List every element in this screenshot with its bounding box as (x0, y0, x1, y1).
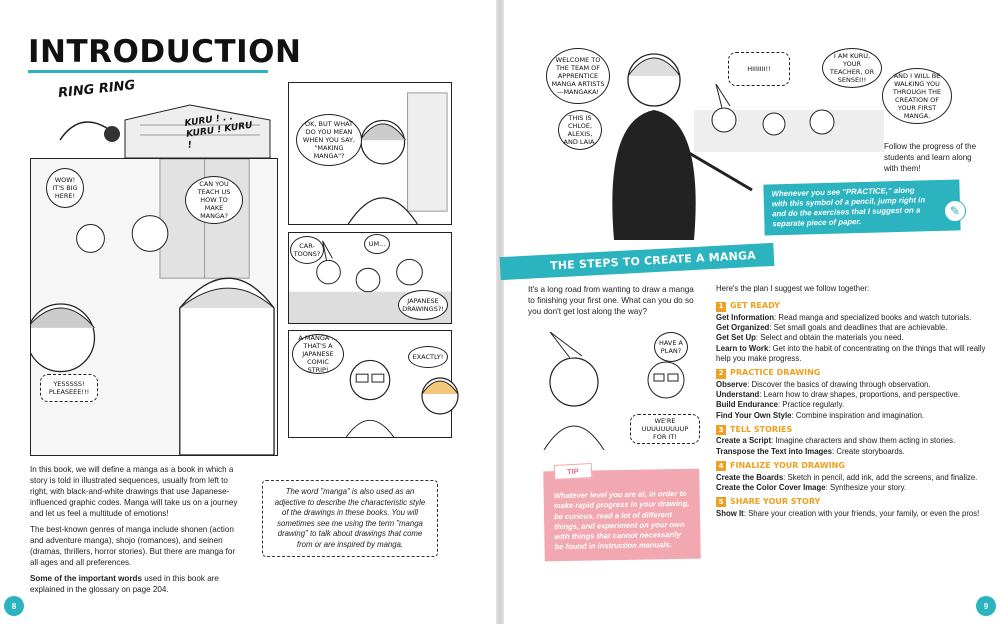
pencil-icon: ✎ (944, 200, 966, 222)
section-banner: THE STEPS TO CREATE A MANGA (500, 243, 775, 280)
speech-bubble-teach: CAN YOU TEACH US HOW TO MAKE MANGA? (185, 176, 243, 224)
speech-bubble-exactly: EXACTLY! (408, 346, 448, 368)
step-4 (716, 461, 986, 493)
step-item (716, 483, 986, 493)
book-gutter (496, 0, 504, 624)
step-item (716, 323, 986, 333)
step-number: 2 (716, 369, 726, 379)
step-2 (716, 368, 986, 421)
glossary-bold: Some of the important words (30, 574, 142, 583)
step-5 (716, 497, 986, 519)
steps-list (716, 301, 986, 519)
step-heading (716, 368, 986, 379)
speech-bubble-plan: HAVE A PLAN? (654, 332, 688, 362)
speech-bubble-names: THIS IS CHLOE, ALEXIS, AND LAIA. (558, 110, 602, 150)
intro-question: It's a long road from wanting to draw a manga to finishing your first one. What can you do so you don't get lost along the way? (528, 285, 694, 317)
step-number: 4 (716, 461, 726, 471)
step-item (716, 400, 986, 410)
speech-bubble-kuru: I AM KURU, YOUR TEACHER, OR SENSEI!! (822, 48, 882, 88)
follow-progress-text: Follow the progress of the students and learn along with them! (884, 142, 977, 173)
intro-paragraph-2: The best-known genres of manga include shonen (action and adventure manga), shojo (romances), and seinen (dramas, thrillers, horror stories). But there are manga for all ages and all preferences. (30, 525, 236, 567)
step-item-label: Understand (716, 390, 760, 400)
step-item-label: Get Organized (716, 323, 770, 333)
intro-paragraph-1: In this book, we will define a manga as a book in which a story is told in illustrated sequences, usually from left to right, with black-and-white drawings that use Japanese-influenced graphic codes. Manga will take us on a journey and let us feel a multitude of emotions! (30, 465, 238, 518)
sfx-kuru: KURU ! . . KURU ! KURU ! (184, 112, 254, 151)
girl-peeking-illustration (414, 368, 466, 428)
sfx-ring: RING RING (57, 77, 136, 102)
step-item-label: Build Endurance (716, 400, 778, 410)
right-page (504, 0, 1000, 624)
step-item (716, 436, 986, 446)
speech-bubble-what-mean: OK, BUT WHAT DO YOU MEAN WHEN YOU SAY, "MAKING MANGA"? (296, 114, 362, 166)
step-item-text: : Discover the basics of drawing through observation. (747, 379, 931, 389)
manga-word-note: The word "manga" is also used as an adjective to describe the characteristic style of the drawings in these books. You will sometimes see me using the term "manga drawing" to talk about drawings that come from or are inspired by manga. (262, 480, 438, 557)
intro-text (30, 464, 242, 600)
step-heading (716, 425, 986, 436)
step-item-label: Observe (716, 379, 748, 389)
step-heading (716, 461, 986, 472)
tip-box: Whatever level you are at, in order to make rapid progress in your drawing, be curious, read a lot of different things, and experiment on your own with things that cannot necessarily be found in instruction manuals. (543, 469, 701, 561)
speech-bubble-hi: HIIIIIII!! (728, 52, 790, 86)
step-item (716, 344, 986, 365)
step-item (716, 411, 986, 421)
practice-callout: Whenever you see "PRACTICE," along with this symbol of a pencil, jump right in and do the exercises that I suggest on a separate piece of paper. (763, 179, 960, 235)
speech-bubble-japanese: JAPANESE DRAWINGS?! (398, 290, 448, 320)
speech-bubble-wow: WOW! IT'S BIG HERE! (46, 168, 84, 208)
speech-bubble-yes: YESSSSS! PLEASEEE!!! (40, 374, 98, 402)
page-title: INTRODUCTION (28, 34, 302, 70)
title-underline (28, 70, 268, 73)
step-1 (716, 301, 986, 364)
step-item-text: : Practice regularly. (777, 400, 845, 410)
tip-label: TIP (554, 463, 592, 480)
step-item-label: Create the Color Cover Image (716, 482, 826, 492)
step-number: 3 (716, 425, 726, 435)
left-page (0, 0, 496, 624)
step-item (716, 390, 986, 400)
step-item-text: : Imagine characters and show them acting in stories. (771, 436, 956, 446)
step-item-text: : Get into the habit of concentrating on the things that will really help you make progress. (716, 343, 986, 363)
step-title: TELL STORIES (730, 424, 793, 434)
speech-bubble-walk: AND I WILL BE WALKING YOU THROUGH THE CREATION OF YOUR FIRST MANGA. (882, 68, 952, 124)
step-item-text: : Select and obtain the materials you need. (755, 333, 904, 343)
step-item (716, 333, 986, 343)
step-item (716, 313, 986, 323)
step-item-text: : Sketch in pencil, add ink, add the screens, and finalize. (783, 472, 978, 482)
step-item-text: : Read manga and specialized books and watch tutorials. (774, 312, 972, 322)
step-heading (716, 497, 986, 508)
step-item (716, 473, 986, 483)
step-item-text: : Share your creation with your friends, your family, or even the pros! (743, 508, 980, 518)
step-heading (716, 301, 986, 312)
page-number-right: 9 (976, 596, 996, 616)
step-item-label: Get Information (716, 312, 775, 322)
step-item (716, 509, 986, 519)
plan-intro: Here's the plan I suggest we follow together: (716, 284, 870, 293)
step-item-text: : Learn how to draw shapes, proportions, and perspective. (759, 390, 960, 400)
steps-plan (716, 284, 986, 523)
step-title: PRACTICE DRAWING (730, 368, 821, 378)
intro-paragraph-3 (30, 573, 242, 595)
step-item (716, 447, 986, 457)
step-item-text: : Combine inspiration and imagination. (791, 410, 925, 420)
step-title: SHARE YOUR STORY (730, 497, 821, 507)
speech-bubble-cartoons: CAR-TOONS? (290, 236, 324, 264)
step-title: FINALIZE YOUR DRAWING (730, 461, 845, 471)
students-group-illustration (694, 80, 884, 152)
step-item (716, 380, 986, 390)
step-item-label: Find Your Own Style (716, 410, 792, 420)
step-number: 5 (716, 497, 726, 507)
step-item-label: Transpose the Text into Images (716, 446, 832, 456)
step-item-label: Get Set Up (716, 333, 756, 343)
step-3 (716, 425, 986, 457)
glossary-rest: used in this book are explained in the glossary on page 204. (30, 574, 219, 594)
speech-bubble-comic-strip: A MANGA ... THAT'S A JAPANESE COMIC STRIP! (292, 334, 344, 374)
step-item-text: : Set small goals and deadlines that are achievable. (769, 323, 948, 333)
step-number: 1 (716, 302, 726, 312)
page-number-left: 8 (4, 596, 24, 616)
step-item-label: Show It (716, 508, 744, 518)
speech-bubble-welcome: WELCOME TO THE TEAM OF APPRENTICE MANGA ARTISTS—MANGAKA! (546, 48, 610, 104)
step-item-label: Create a Script (716, 436, 772, 446)
step-title: GET READY (730, 301, 780, 311)
step-item-label: Create the Boards (716, 472, 784, 482)
step-item-text: : Synthesize your story. (825, 482, 907, 492)
step-item-label: Learn to Work (716, 343, 769, 353)
speech-bubble-were-up: WE'RE UUUUUUUUUP FOR IT! (630, 414, 700, 444)
speech-bubble-um: UM... (364, 234, 390, 254)
step-item-text: : Create storyboards. (831, 446, 905, 456)
